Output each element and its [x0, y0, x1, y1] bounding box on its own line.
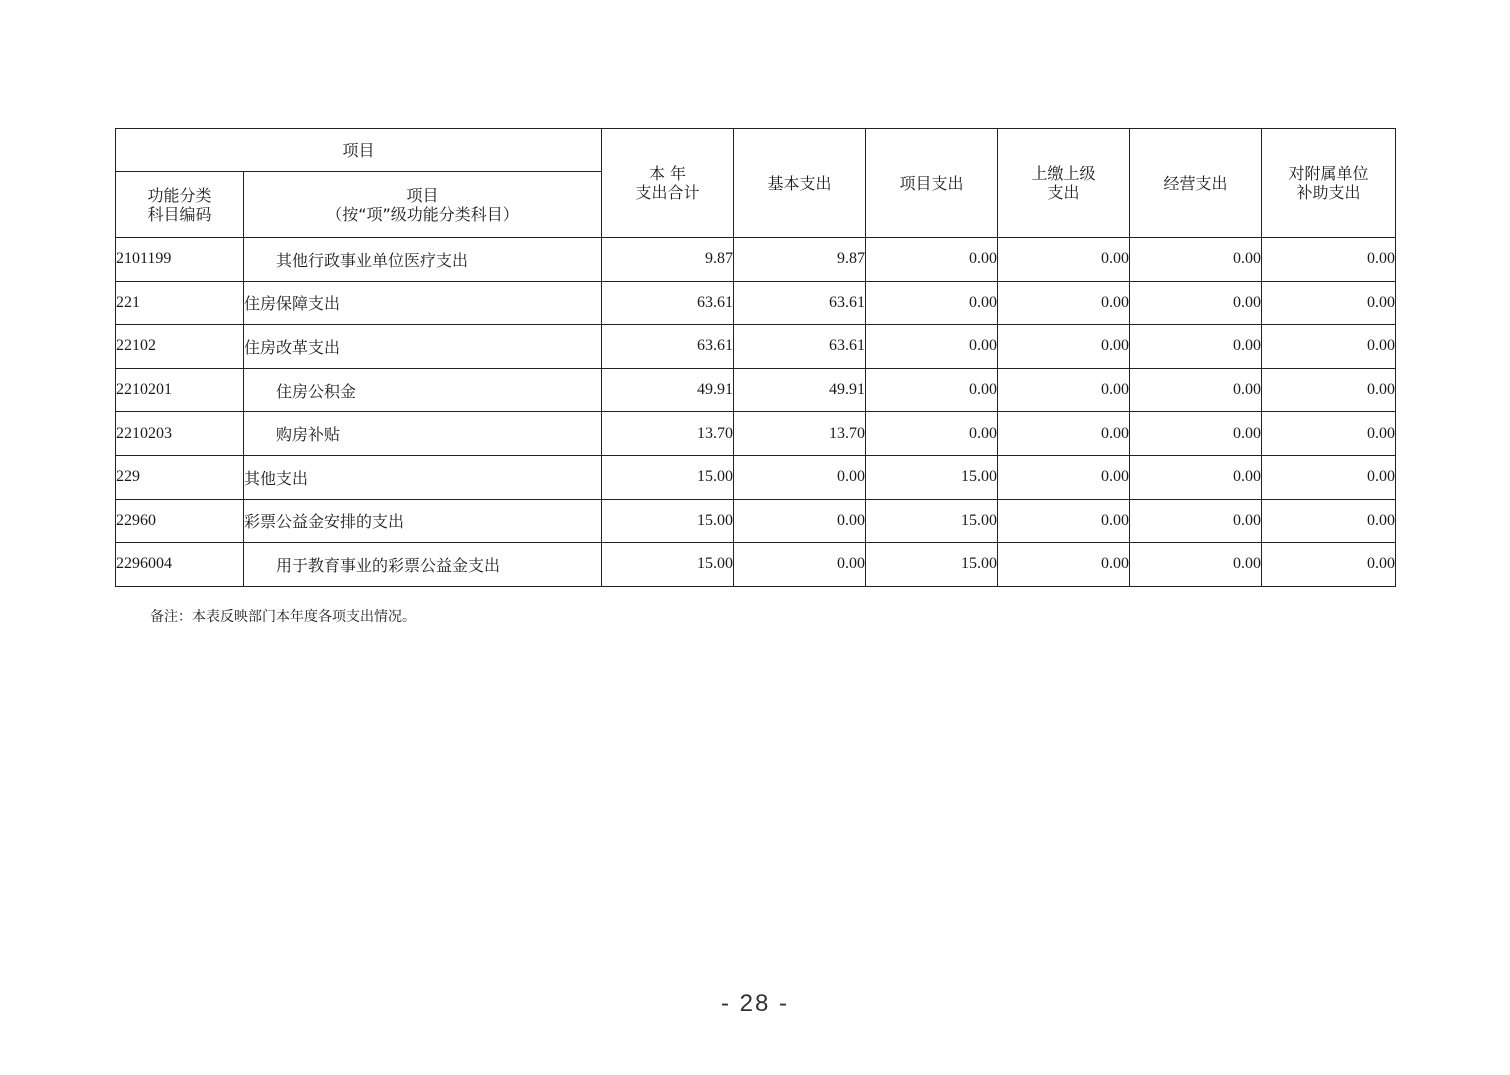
cell-basic: 63.61 [734, 281, 866, 325]
cell-name: 住房改革支出 [244, 325, 602, 369]
cell-upper: 0.00 [998, 412, 1130, 456]
cell-operating: 0.00 [1130, 368, 1262, 412]
cell-project: 0.00 [866, 368, 998, 412]
cell-project: 15.00 [866, 499, 998, 543]
table-row [116, 455, 1396, 499]
cell-total: 63.61 [602, 325, 734, 369]
table-row [116, 281, 1396, 325]
header-subsidy [1262, 129, 1396, 238]
cell-code: 22102 [116, 325, 244, 369]
cell-code: 229 [116, 455, 244, 499]
page-number: - 28 - [720, 990, 789, 1017]
cell-total: 9.87 [602, 238, 734, 282]
header-subsidy-line2: 补助支出 [1296, 183, 1361, 202]
cell-operating: 0.00 [1130, 412, 1262, 456]
table-row [116, 368, 1396, 412]
header-total [602, 129, 734, 238]
header-name [244, 172, 602, 238]
cell-operating: 0.00 [1130, 238, 1262, 282]
cell-basic: 13.70 [734, 412, 866, 456]
cell-code: 2210201 [116, 368, 244, 412]
header-name-line1: 项目 [406, 185, 439, 205]
cell-basic: 49.91 [734, 368, 866, 412]
cell-basic: 0.00 [734, 499, 866, 543]
cell-code: 2101199 [116, 238, 244, 282]
table-footnote: 备注：本表反映部门本年度各项支出情况。 [150, 609, 416, 625]
cell-name: 住房公积金 [244, 368, 602, 412]
cell-total: 13.70 [602, 412, 734, 456]
cell-upper: 0.00 [998, 499, 1130, 543]
cell-code: 22960 [116, 499, 244, 543]
cell-name: 其他支出 [244, 455, 602, 499]
cell-upper: 0.00 [998, 543, 1130, 587]
header-basic [734, 129, 866, 238]
table-row [116, 499, 1396, 543]
header-subsidy-line1: 对附属单位 [1288, 164, 1369, 183]
cell-name: 其他行政事业单位医疗支出 [244, 238, 602, 282]
cell-project: 0.00 [866, 325, 998, 369]
cell-total: 15.00 [602, 455, 734, 499]
cell-project: 15.00 [866, 543, 998, 587]
cell-basic: 0.00 [734, 455, 866, 499]
header-upper-line1: 上缴上级 [1031, 164, 1096, 183]
cell-name: 彩票公益金安排的支出 [244, 499, 602, 543]
cell-name: 购房补贴 [244, 412, 602, 456]
cell-subsidy: 0.00 [1262, 325, 1396, 369]
cell-upper: 0.00 [998, 238, 1130, 282]
cell-subsidy: 0.00 [1262, 368, 1396, 412]
cell-basic: 63.61 [734, 325, 866, 369]
cell-operating: 0.00 [1130, 325, 1262, 369]
header-upper-line2: 支出 [1047, 183, 1080, 202]
cell-operating: 0.00 [1130, 455, 1262, 499]
header-project [866, 129, 998, 238]
cell-total: 15.00 [602, 499, 734, 543]
header-name-line2: （按“项”级功能分类科目） [326, 204, 519, 224]
cell-total: 63.61 [602, 281, 734, 325]
cell-total: 15.00 [602, 543, 734, 587]
header-basic-line1: 基本支出 [767, 173, 832, 193]
table-row [116, 238, 1396, 282]
header-operating [1130, 129, 1262, 238]
header-item-group: 项目 [116, 129, 602, 172]
cell-upper: 0.00 [998, 281, 1130, 325]
cell-subsidy: 0.00 [1262, 499, 1396, 543]
cell-upper: 0.00 [998, 325, 1130, 369]
cell-project: 0.00 [866, 281, 998, 325]
cell-code: 2296004 [116, 543, 244, 587]
cell-subsidy: 0.00 [1262, 543, 1396, 587]
cell-basic: 9.87 [734, 238, 866, 282]
header-project-line1: 项目支出 [899, 173, 964, 193]
header-code-line1: 功能分类 [147, 185, 212, 205]
header-operating-line1: 经营支出 [1163, 173, 1228, 193]
expenditure-table [115, 128, 1396, 587]
cell-operating: 0.00 [1130, 543, 1262, 587]
cell-project: 0.00 [866, 412, 998, 456]
table-row [116, 325, 1396, 369]
header-code-line2: 科目编码 [147, 204, 212, 224]
cell-code: 2210203 [116, 412, 244, 456]
cell-subsidy: 0.00 [1262, 412, 1396, 456]
table-row [116, 412, 1396, 456]
cell-name: 用于教育事业的彩票公益金支出 [244, 543, 602, 587]
cell-project: 0.00 [866, 238, 998, 282]
table-row [116, 543, 1396, 587]
header-code [116, 172, 244, 238]
cell-subsidy: 0.00 [1262, 281, 1396, 325]
cell-total: 49.91 [602, 368, 734, 412]
cell-project: 15.00 [866, 455, 998, 499]
cell-name: 住房保障支出 [244, 281, 602, 325]
cell-operating: 0.00 [1130, 281, 1262, 325]
cell-subsidy: 0.00 [1262, 455, 1396, 499]
cell-upper: 0.00 [998, 455, 1130, 499]
header-total-line2: 支出合计 [635, 183, 700, 202]
cell-operating: 0.00 [1130, 499, 1262, 543]
cell-upper: 0.00 [998, 368, 1130, 412]
cell-subsidy: 0.00 [1262, 238, 1396, 282]
header-total-line1: 本 年 [648, 164, 687, 183]
cell-code: 221 [116, 281, 244, 325]
cell-basic: 0.00 [734, 543, 866, 587]
header-upper [998, 129, 1130, 238]
